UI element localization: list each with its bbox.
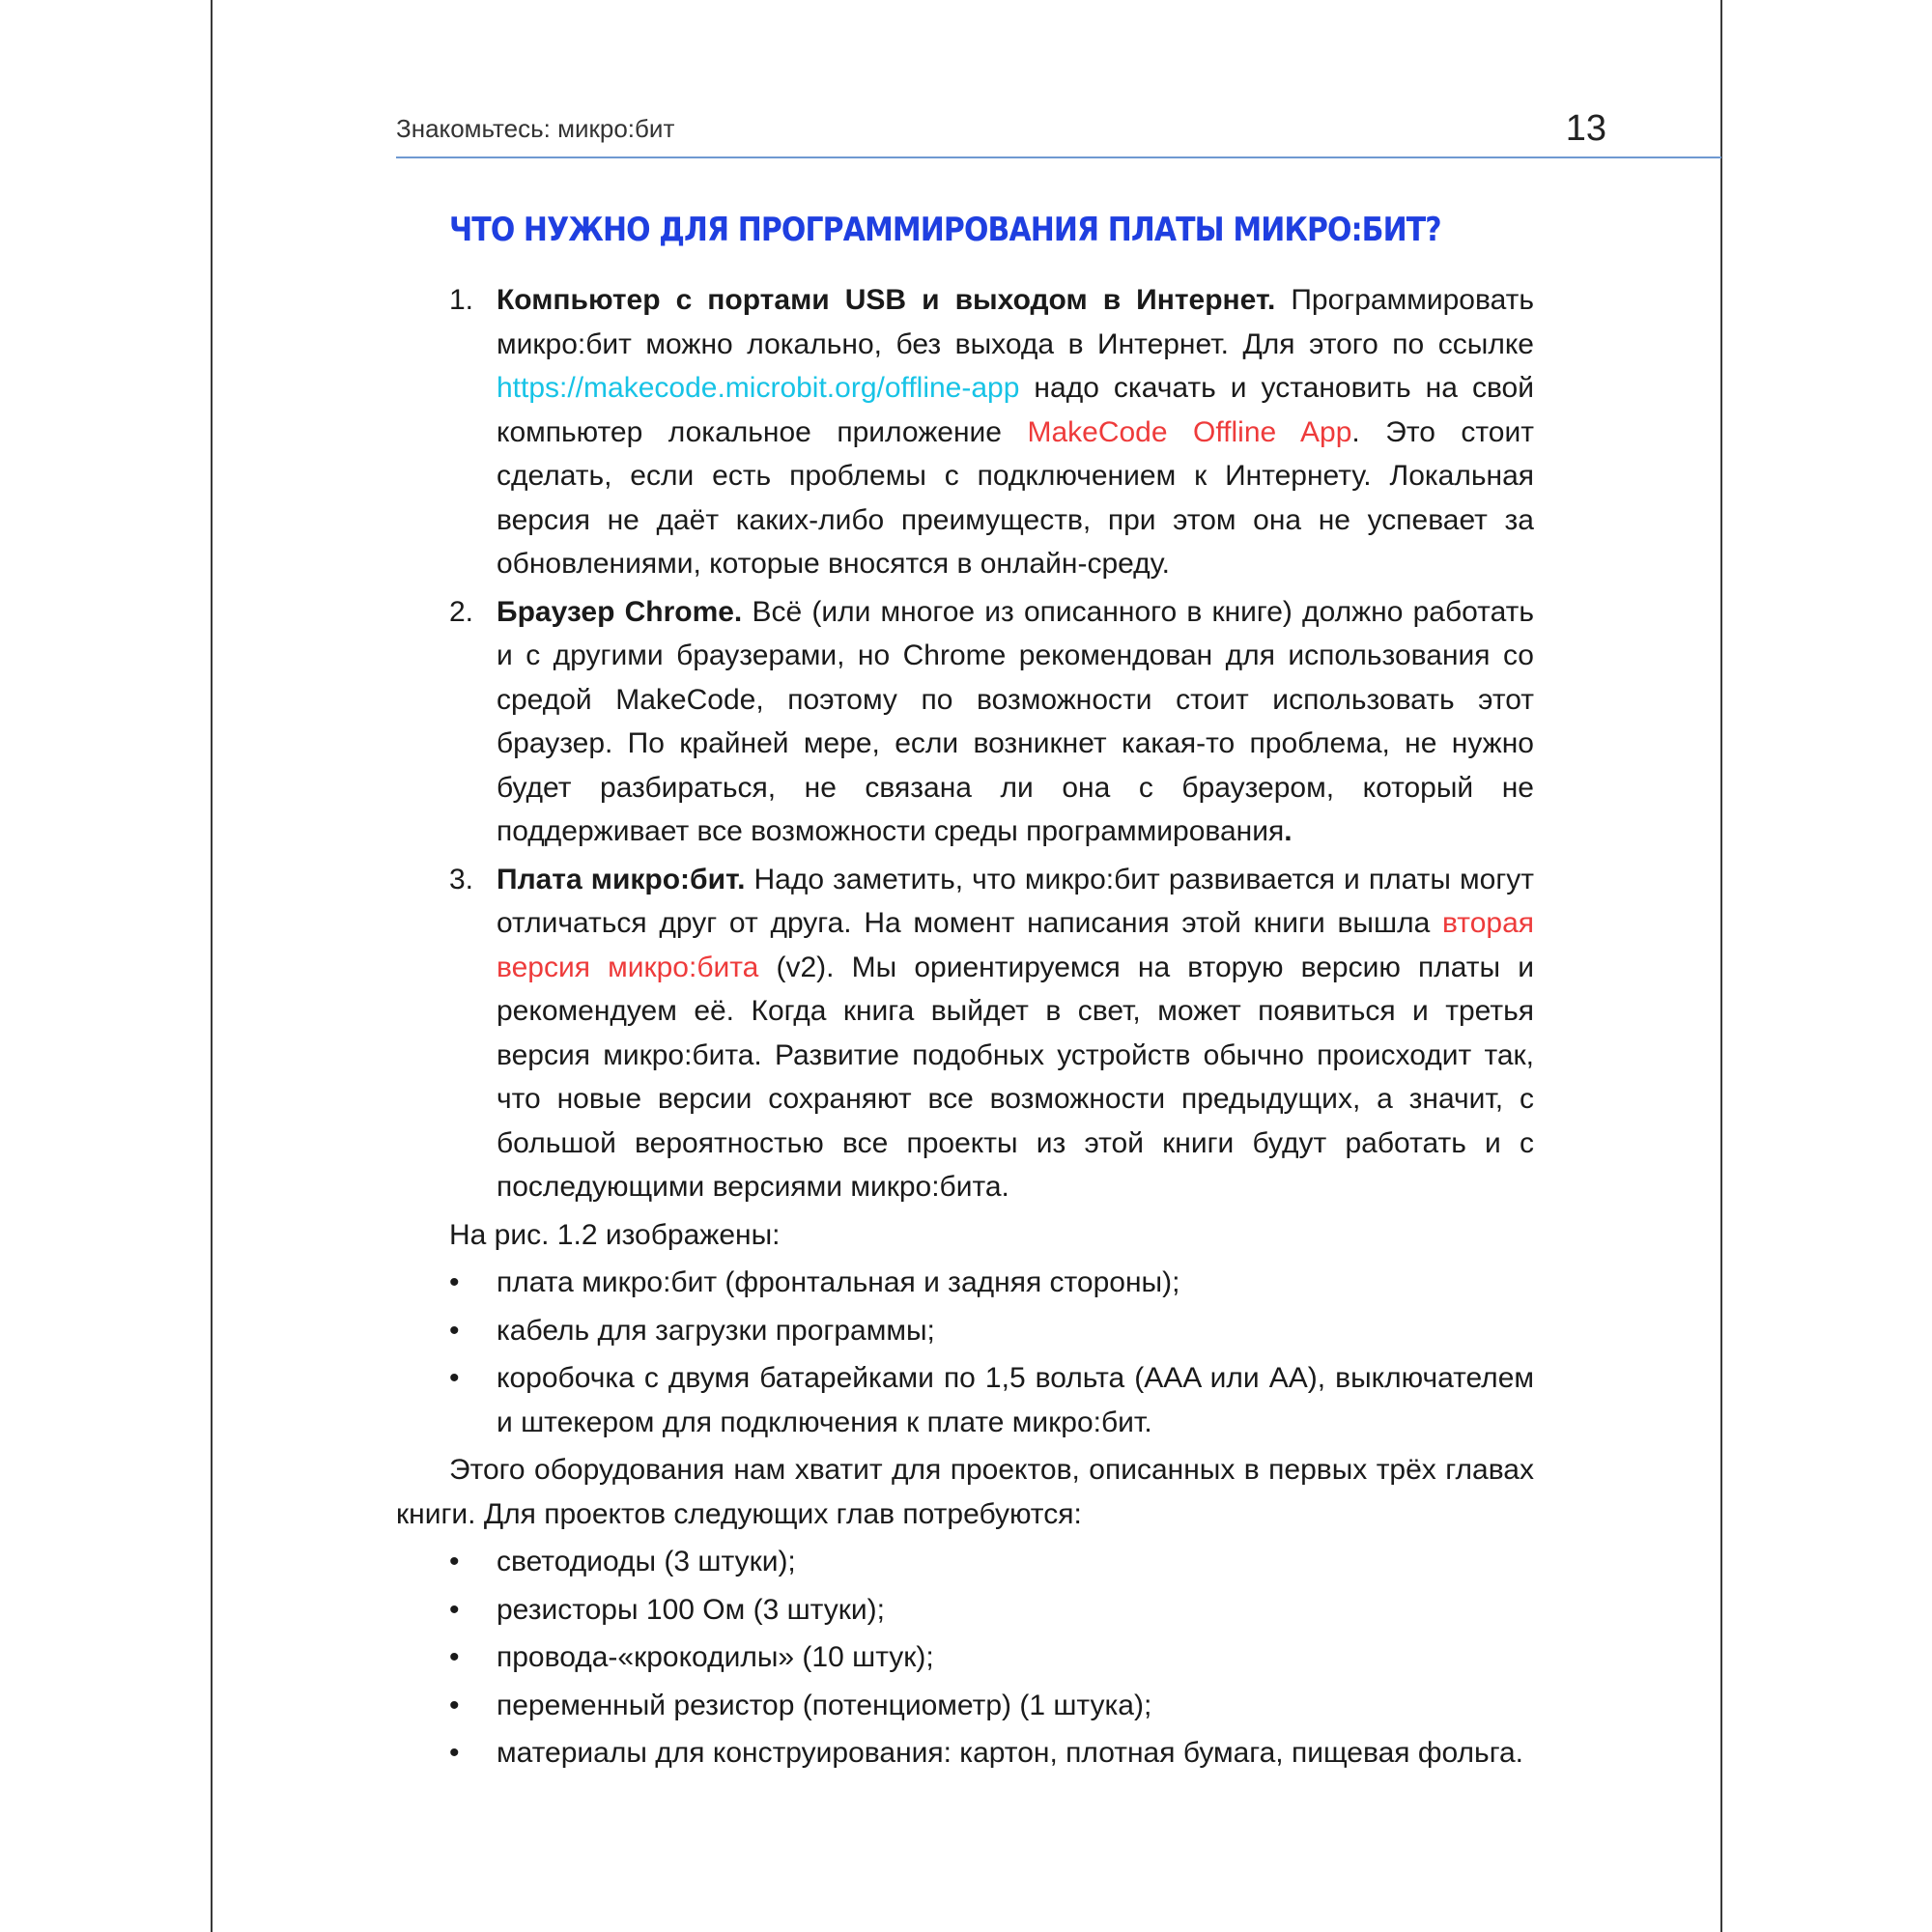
list-item [396, 1684, 1534, 1728]
item-title: Плата микро:бит. [497, 863, 746, 895]
list-item [396, 590, 1534, 854]
list-number: 3. [449, 863, 474, 895]
item-text: Всё (или многое из описанного в книге) должно работать и с другими браузерами, но Chrome рекомендован для использования со средой MakeCode, поэтому по возможности стоит использовать этот браузер. По крайней мере, если возникнет какая-то проблема, не нужно будет разбираться, не связана ли она с браузером, который не поддерживает все возможности среды программирования [497, 595, 1534, 847]
requirements-list [396, 278, 1534, 1209]
list-item [396, 1540, 1534, 1584]
item-text: надо скачать и установить на свой компьютер локальное приложение [497, 372, 1534, 448]
list-item [396, 1309, 1534, 1353]
bullet-marker: • [449, 1689, 460, 1721]
item-text: Программировать микро:бит можно локально, без выхода в Интернет. Для этого по ссылке [497, 284, 1534, 360]
bullet-marker: • [449, 1641, 460, 1673]
paragraph: На рис. 1.2 изображены: [449, 1218, 781, 1251]
bullet-marker: • [449, 1362, 460, 1394]
list-item [396, 278, 1534, 586]
list-item [396, 858, 1534, 1209]
list-number: 2. [449, 595, 474, 628]
item-title: Компьютер с портами USB и выходом в Интернет. [497, 284, 1276, 316]
item-text: (v2). Мы ориентируемся на вторую версию платы и рекомендуем её. Когда книга выйдет в свет, может появиться и третья версия микро:бита. Развитие подобных устройств обычно происходит так, что новые версии сохраняют все возможности предыдущих, а значит, с большой вероятностью все проекты из этой книги будут работать и с последующими версиями микро:бита. [497, 951, 1534, 1203]
bullet-text: плата микро:бит (фронтальная и задняя стороны); [497, 1266, 1180, 1298]
bullet-marker: • [449, 1266, 460, 1298]
bullet-text: материалы для конструирования: картон, плотная бумага, пищевая фольга. [497, 1737, 1523, 1769]
list-item [396, 1731, 1534, 1776]
bullet-text: кабель для загрузки программы; [497, 1314, 935, 1347]
bullet-marker: • [449, 1314, 460, 1347]
offline-app-link[interactable]: https://makecode.microbit.org/offline-app [497, 372, 1020, 404]
item-text: . Это стоит сделать, если есть проблемы с подключением к Интернету. Локальная версия не даёт каких-либо преимуществ, при этом она не успевает за обновлениями, которые вносятся в онлайн-среду. [497, 415, 1534, 580]
item-text-end: . [1284, 815, 1293, 847]
makecode-offline-link[interactable]: MakeCode Offline App [1027, 415, 1352, 448]
bullet-marker: • [449, 1546, 460, 1577]
running-head: Знакомьтесь: микро:бит [396, 114, 675, 143]
page-edge-left [211, 0, 213, 1932]
bullet-list-parts [396, 1540, 1534, 1776]
bullet-text: резисторы 100 Ом (3 штуки); [497, 1593, 885, 1626]
header-rule [396, 156, 1721, 158]
bullet-text: коробочка с двумя батарейками по 1,5 вольта (AAA или AA), выключателем и штекером для подключения к плате микро:бит. [497, 1362, 1534, 1438]
section-heading: ЧТО НУЖНО ДЛЯ ПРОГРАММИРОВАНИЯ ПЛАТЫ МИКРО:БИТ? [449, 211, 1441, 249]
bullet-marker: • [449, 1593, 460, 1626]
list-number: 1. [449, 284, 474, 316]
list-item [396, 1588, 1534, 1633]
microbit-v2-link[interactable]: вторая версия микро:бита [497, 907, 1534, 983]
page-number: 13 [1565, 108, 1606, 149]
page-header [396, 108, 1721, 158]
bullet-text: провода-«крокодилы» (10 штук); [497, 1641, 934, 1673]
paragraph: Этого оборудования нам хватит для проектов, описанных в первых трёх главах книги. Для проектов следующих глав потребуются: [396, 1454, 1534, 1530]
bullet-marker: • [449, 1737, 460, 1769]
page-body [396, 203, 1534, 1779]
page-edge-right [1720, 0, 1722, 1932]
bullet-text: светодиоды (3 штуки); [497, 1546, 796, 1577]
list-item [396, 1261, 1534, 1305]
list-item [396, 1635, 1534, 1680]
item-text: Надо заметить, что микро:бит развивается и платы могут отличаться друг от друга. На момент написания этой книги вышла [497, 863, 1534, 939]
item-title: Браузер Chrome. [497, 595, 743, 628]
bullet-text: переменный резистор (потенциометр) (1 штука); [497, 1689, 1152, 1721]
list-item [396, 1356, 1534, 1444]
bullet-list-equipment [396, 1261, 1534, 1444]
